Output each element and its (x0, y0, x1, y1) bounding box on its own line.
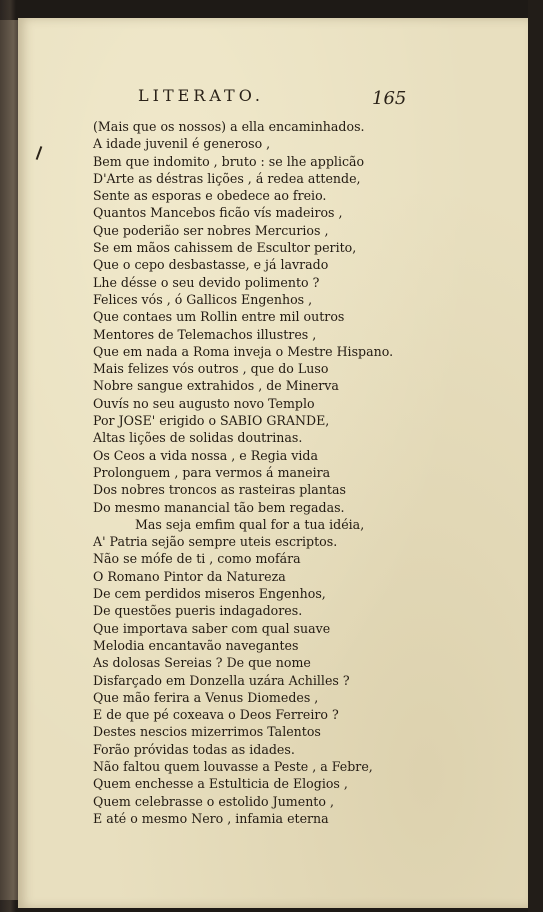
poem-line: Nobre sangue extrahidos , de Minerva (93, 378, 339, 394)
poem-line: Do mesmo manancial tão bem regadas. (93, 499, 345, 515)
scan-border (528, 0, 543, 912)
poem-line: Mais felizes vós outros , que do Luso (93, 361, 329, 377)
poem-line: Forão próvidas todas as idades. (93, 741, 295, 757)
poem-line: Não faltou quem louvasse a Peste , a Febre, (93, 758, 373, 774)
poem-line: Ouvís no seu augusto novo Templo (93, 395, 315, 411)
poem-line: Destes nescios mizerrimos Talentos (93, 724, 321, 740)
poem-line: Felices vós , ó Gallicos Engenhos , (93, 291, 313, 307)
poem-line: Que em nada a Roma inveja o Mestre Hispano. (93, 343, 394, 359)
page-number: 165 (372, 88, 407, 109)
poem-line: Dos nobres troncos as rasteiras plantas (93, 482, 346, 498)
poem-line: Sente as esporas e obedece ao freio. (93, 188, 327, 204)
poem-line: Quem celebrasse o estolido Jumento , (93, 793, 334, 809)
poem-line: Lhe désse o seu devido polimento ? (93, 274, 320, 290)
poem-line: E de que pé coxeava o Deos Ferreiro ? (93, 707, 339, 723)
poem-line: Que mão ferira a Venus Diomedes , (93, 689, 319, 705)
poem-line: Os Ceos a vida nossa , e Regia vida (93, 447, 318, 463)
poem-line: De cem perdidos miseros Engenhos, (93, 586, 326, 602)
poem-line: Que contaes um Rollin entre mil outros (93, 309, 345, 325)
poem-line: Mentores de Telemachos illustres , (93, 326, 317, 342)
poem-line: Que importava saber com qual suave (93, 620, 331, 636)
poem-line: Se em mãos cahissem de Escultor perito, (93, 240, 357, 256)
poem-line: (Mais que os nossos) a ella encaminhados. (93, 119, 365, 134)
poem-line: Por JOSE' erigido o SABIO GRANDE, (93, 413, 330, 429)
poem-line: Mas seja emfim qual for a tua idéia, (135, 516, 365, 532)
poem-text (93, 118, 394, 827)
poem-line: Melodia encantavão navegantes (93, 637, 299, 653)
poem-line: D'Arte as déstras lições , á redea attende, (93, 170, 361, 186)
margin-mark (36, 146, 43, 160)
poem-line: O Romano Pintor da Natureza (93, 568, 286, 584)
poem-line: Bem que indomito , bruto : se lhe applicão (93, 153, 365, 169)
poem-line: Quantos Mancebos ficão vís madeiros , (93, 205, 343, 221)
poem-line: E até o mesmo Nero , infamia eterna (93, 810, 329, 826)
poem-line: Quem enchesse a Estulticia de Elogios , (93, 776, 348, 792)
poem-line: As dolosas Sereias ? De que nome (93, 655, 311, 671)
poem-line: Disfarçado em Donzella uzára Achilles ? (93, 672, 350, 688)
poem-line: Não se mófe de ti , como mofára (93, 551, 301, 567)
poem-line: De questões pueris indagadores. (93, 603, 303, 619)
poem-line: A' Patria sejão sempre uteis escriptos. (93, 534, 338, 550)
poem-line: Altas lições de solidas doutrinas. (93, 430, 303, 446)
poem-line: Que o cepo desbastasse, e já lavrado (93, 257, 329, 273)
poem-line: A idade juvenil é generoso , (93, 136, 271, 152)
running-title: LITERATO. (138, 86, 264, 105)
poem-line: Prolonguem , para vermos á maneira (93, 464, 331, 480)
poem-line: Que poderião ser nobres Mercurios , (93, 222, 329, 238)
